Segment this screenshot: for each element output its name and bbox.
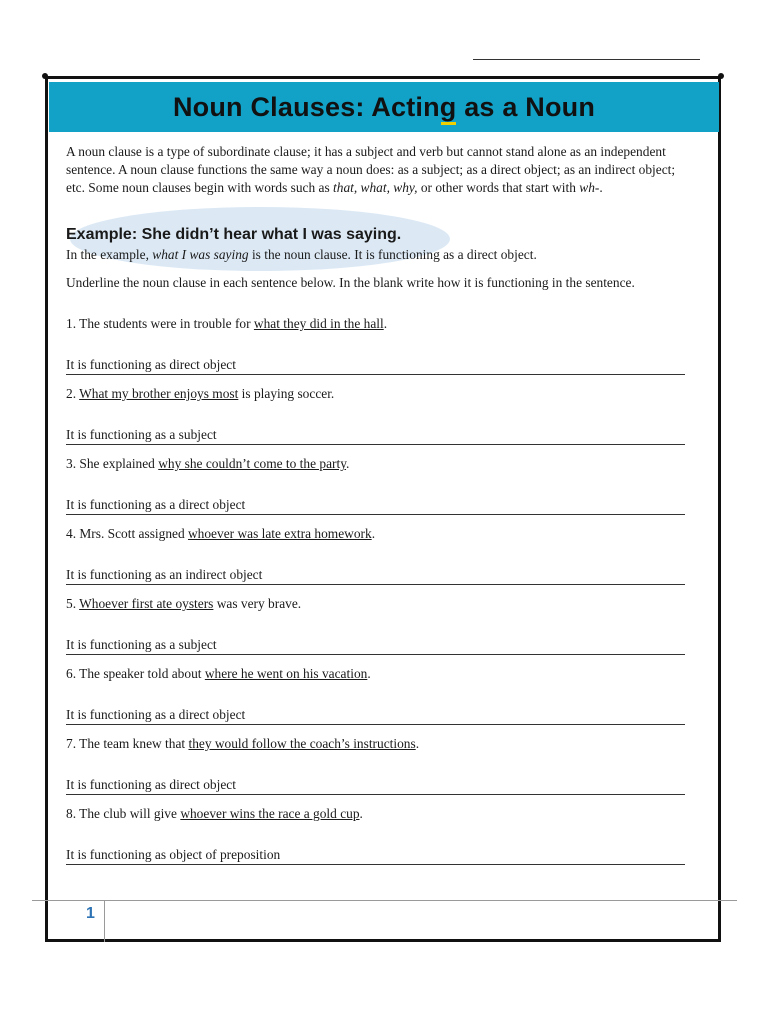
answer-blank[interactable]: It is functioning as an indirect object [66, 566, 685, 585]
sentence-text-end: . [367, 666, 371, 681]
corner-dot-top-right [718, 73, 724, 79]
sentence-text: 3. She explained [66, 456, 159, 471]
example-text: In the example, [66, 247, 153, 262]
underlined-noun-clause: why she couldn’t come to the party [158, 456, 347, 471]
underlined-noun-clause: where he went on his vacation [204, 666, 368, 681]
sentence-item [66, 386, 334, 402]
answer-blank[interactable]: It is functioning as direct object [66, 776, 685, 795]
instructions: Underline the noun clause in each sentence below. In the blank write how it is functioning in the sentence. [66, 275, 635, 290]
intro-text-cont: or other words that start with [417, 180, 580, 195]
sentence-text: 1. The students were in trouble for [66, 316, 254, 331]
title-banner [49, 82, 719, 132]
sentence-text: 7. The team knew that [66, 736, 189, 751]
sentence-item [66, 596, 301, 612]
sentence-text-end: . [383, 316, 388, 331]
sentence-text: 2. [66, 386, 80, 401]
sentence-text-end: . [346, 456, 350, 471]
underlined-noun-clause: What my brother enjoys most [79, 386, 239, 401]
intro-italic-wh: wh- [579, 180, 600, 195]
page-number: 1 [86, 905, 95, 922]
underlined-noun-clause: whoever was late extra homework [188, 526, 372, 541]
page-title [173, 92, 595, 123]
footer-rule [32, 900, 737, 901]
sentence-item [66, 526, 375, 542]
intro-italic-words: that, what, why, [333, 180, 418, 195]
example-text-end: is the noun clause. It is functioning as a direct object. [248, 247, 537, 262]
title-highlighted-letter: g [439, 91, 457, 122]
sentence-text: 4. Mrs. Scott assigned [66, 526, 188, 541]
underlined-noun-clause: what they did in the hall [253, 316, 384, 331]
answer-blank[interactable]: It is functioning as a direct object [66, 706, 685, 725]
answer-blank[interactable]: It is functioning as a subject [66, 636, 685, 655]
sentence-item [66, 456, 349, 472]
sentence-item [66, 666, 371, 682]
footer-divider [104, 900, 105, 942]
underlined-noun-clause: they would follow the coach’s instructions [188, 736, 416, 751]
intro-paragraph [66, 143, 691, 197]
sentence-item [66, 316, 387, 332]
sentence-text: 5. [66, 596, 80, 611]
sentence-text: 8. The club will give [66, 806, 181, 821]
intro-text: A noun clause is a type of subordinate clause; it has a subject and verb but cannot stand alone as an independent sentence. A noun clause functions the same way a noun does: as a subject; as a direct object; as an indirect object; etc. Some noun clauses begin with words such as [66, 144, 676, 195]
example-heading: Example: She didn’t hear what I was saying. [66, 226, 402, 243]
sentence-text-end: . [371, 526, 376, 541]
sentence-item [66, 736, 419, 752]
name-blank-line [473, 59, 700, 60]
sentence-text: 6. The speaker told about [66, 666, 205, 681]
title-text-part-2: as a Noun [456, 91, 596, 122]
example-italic-clause: what I was saying [152, 247, 249, 262]
sentence-text-end: was very brave. [213, 596, 302, 611]
answer-blank[interactable]: It is functioning as a subject [66, 426, 685, 445]
answer-blank[interactable]: It is functioning as a direct object [66, 496, 685, 515]
sentence-text-end: . [415, 736, 420, 751]
intro-block [66, 143, 691, 197]
sentence-item [66, 806, 363, 822]
underlined-noun-clause: Whoever first ate oysters [79, 596, 214, 611]
sentence-text-end: is playing soccer. [238, 386, 335, 401]
sentence-text-end: . [359, 806, 363, 821]
underlined-noun-clause: whoever wins the race a gold cup [180, 806, 360, 821]
answer-blank[interactable]: It is functioning as object of preposition [66, 846, 685, 865]
corner-dot-top-left [42, 73, 48, 79]
answer-blank[interactable]: It is functioning as direct object [66, 356, 685, 375]
example-explanation [66, 247, 537, 263]
intro-text-end: . [599, 180, 603, 195]
title-text-part-1: Noun Clauses: Actin [172, 91, 440, 122]
